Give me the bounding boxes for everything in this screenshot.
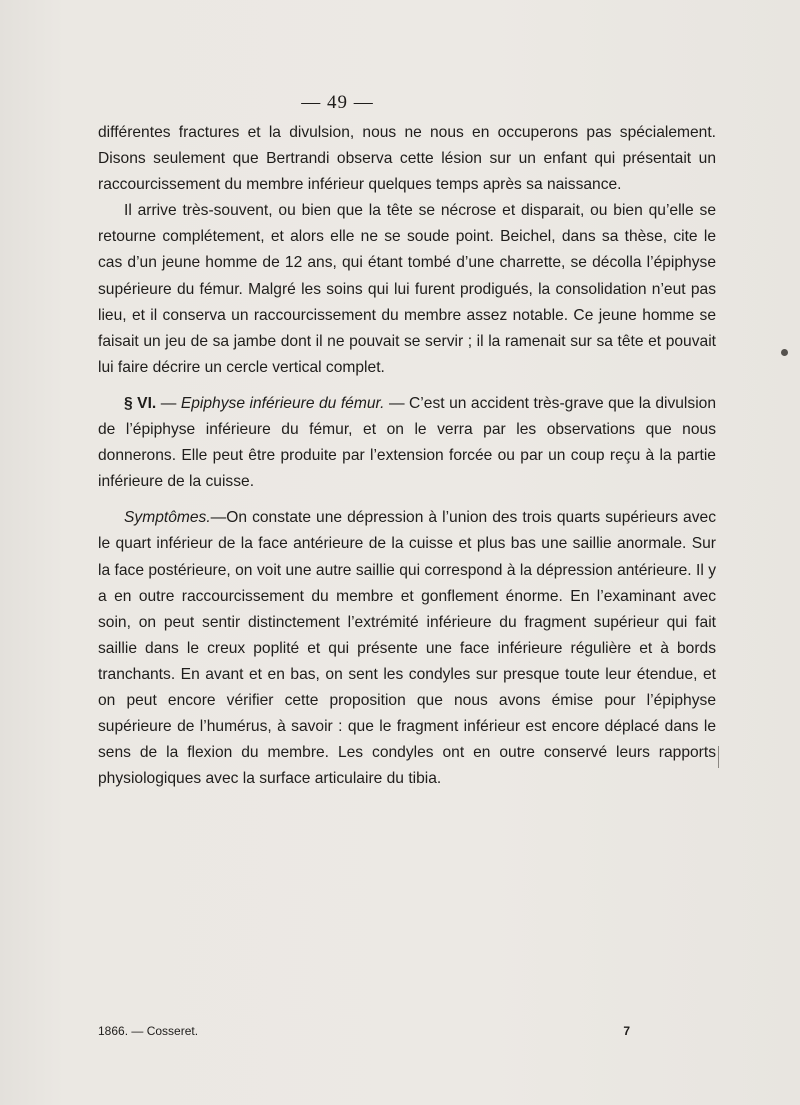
margin-ink-mark [718, 746, 719, 768]
signature-number: 7 [623, 1024, 630, 1038]
symptoms-paragraph [98, 505, 716, 792]
section-title: Epiphyse inférieure du fémur. [180, 394, 385, 412]
section-number: § VI. [124, 394, 157, 412]
printer-imprint: 1866. — Cosseret. [98, 1024, 199, 1038]
section-text: — C’est un accident très-grave que la divulsion de l’épiphyse inférieure du fémur, et on le verra par les observations que nous donnerons. Elle peut être produite par l’extension forcée ou par un coup reçu à la partie inférieure de la cuisse. [98, 394, 716, 491]
page-number: — 49 — [301, 92, 374, 113]
symptoms-text: —On constate une dépression à l’union des trois quarts supérieurs avec le quart inférieur de la face antérieure de la cuisse et plus bas une saillie anormale. Sur la face postérieure, on voit une autre saillie qui correspond à la dépression antérieure. Il y a en outre raccourcissement du membre et gonflement énorme. En l’examinant avec soin, on peut sentir distinctement l’extrémité inférieure du fragment supérieur qui fait saillie dans le creux poplité et qui présente une face inférieure régulière et à bords tranchants. En avant et en bas, on sent les condyles sur presque toute leur étendue, et on peut encore vérifier cette proposition que nous avons émise pour l’épiphyse supérieure de l’humérus, à savoir : que le fragment inférieur est encore déplacé dans le sens de la flexion du membre. Les condyles ont en outre conservé leurs rapports physiologiques avec la surface articulaire du tibia. [98, 509, 716, 788]
paragraph-2: Il arrive très-souvent, ou bien que la tête se nécrose et disparait, ou bien qu’elle se retourne complétement, et alors elle ne se soude point. Beichel, dans sa thèse, cite le cas d’un jeune homme de 12 ans, qui étant tombé d’une charrette, se décolla l’épiphyse supérieure du fémur. Malgré les soins qui lui furent prodigués, la consolidation n’eut pas lieu, et il conserva un raccourcissement du membre assez notable. Ce jeune homme se faisait un jeu de sa jambe dont il ne pouvait se servir ; il la ramenait sur sa tête et pouvait lui faire décrire un cercle vertical complet. [98, 202, 716, 376]
page-footer [98, 1024, 716, 1038]
body-text [98, 120, 716, 792]
paragraph-1: différentes fractures et la divulsion, nous ne nous en occuperons pas spécialement. Disons seulement que Bertrandi observa cette lésion sur un enfant qui présentait un raccourcissement du membre inférieur quelques temps après sa naissance. [98, 124, 716, 194]
margin-ink-spot [781, 349, 788, 356]
symptoms-title: Symptômes. [124, 509, 211, 527]
section-paragraph: § VI. — Epiphyse inférieure du fémur. — C’est un accident très-grave que la divulsion de l’épiphyse inférieure du fémur, et on le verra par les observations que nous donnerons. Elle peut être produite par l’extension forcée ou par un coup reçu à la partie inférieure de la cuisse. [98, 394, 716, 491]
